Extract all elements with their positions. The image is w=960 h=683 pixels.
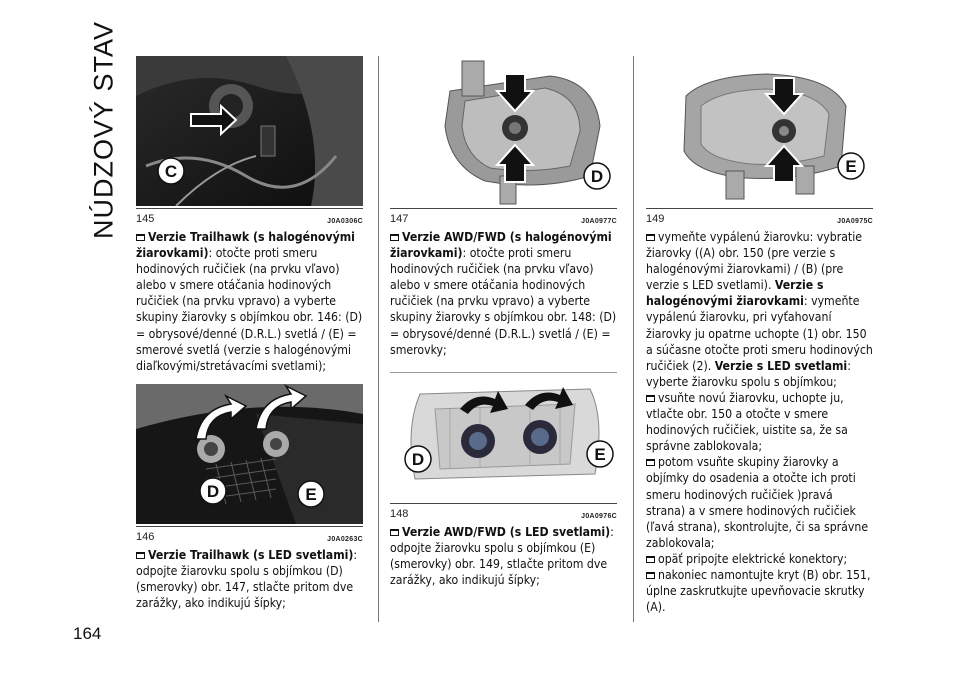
figure-code: J0A0263C bbox=[327, 535, 363, 543]
figure-number: 146 bbox=[136, 530, 155, 543]
col2-paragraph-1 bbox=[390, 229, 617, 358]
figure-146-photo bbox=[136, 384, 363, 524]
separator bbox=[390, 372, 617, 373]
bullet-icon bbox=[646, 234, 655, 241]
col2-paragraph-2 bbox=[390, 524, 617, 588]
figure-146 bbox=[136, 384, 363, 543]
figure-147 bbox=[390, 56, 617, 225]
figure-code: J0A0976C bbox=[581, 512, 617, 520]
figure-code: J0A0975C bbox=[837, 218, 873, 225]
figure-number: 147 bbox=[390, 213, 409, 225]
heading-inline: Verzie s halogénovými žiarovkami bbox=[646, 278, 824, 309]
body-text: : otočte proti smeru hodinových ručičiek (na prvku vľavo) alebo v smere otáčania hodinových ručičiek (na prvku vpravo) a vyberte skupiny žiarovky s objímkou obr. 146: (D) = obrysové/denné (D.R.L.) svetlá / (E) = smerové svetlá (verzie s halogénovými diaľkovými/stretávacími svetlami); bbox=[136, 246, 363, 373]
figure-146-caption bbox=[136, 526, 363, 543]
heading-inline: Verzie Trailhawk (s halogénovými žiarovkami) bbox=[136, 230, 355, 261]
list-item bbox=[646, 454, 873, 551]
bullet-icon bbox=[390, 234, 399, 241]
body-text: vymeňte vypálenú žiarovku: vybratie žiarovky ((A) obr. 150 (pre verzie s halogénovými žiarovkami) / (B) (pre verzie s LED svetlami). bbox=[646, 230, 863, 293]
figure-code: J0A0306C bbox=[327, 218, 363, 225]
figure-149-caption bbox=[646, 208, 873, 225]
bullet-icon bbox=[646, 395, 655, 402]
label-e: E bbox=[845, 157, 857, 176]
col3-instructions bbox=[646, 229, 873, 615]
section-title-text: NÚDZOVÝ STAV bbox=[88, 20, 119, 240]
col1-paragraph-1 bbox=[136, 229, 363, 374]
bullet-icon bbox=[136, 234, 145, 241]
heading-inline: Verzie AWD/FWD (s LED svetlami) bbox=[402, 524, 611, 539]
list-item bbox=[646, 390, 873, 454]
figure-number: 149 bbox=[646, 213, 665, 225]
figure-149-illustration bbox=[646, 56, 873, 206]
col1-paragraph-2 bbox=[136, 547, 363, 611]
heading-inline: Verzie AWD/FWD (s halogénovými žiarovkami) bbox=[390, 230, 612, 261]
figure-145-photo bbox=[136, 56, 363, 206]
page-number: 164 bbox=[73, 624, 102, 643]
label-e: E bbox=[594, 444, 606, 464]
heading-inline: Verzie Trailhawk (s LED svetlami) bbox=[148, 547, 354, 562]
body-text: opäť pripojte elektrické konektory; bbox=[658, 551, 848, 566]
section-title bbox=[80, 20, 128, 240]
label-d: D bbox=[206, 481, 220, 501]
bullet-icon bbox=[646, 459, 655, 466]
body-text: nakoniec namontujte kryt (B) obr. 151, úplne zaskrutkujte upevňovacie skrutky (A). bbox=[646, 567, 871, 615]
bullet-icon bbox=[646, 572, 655, 579]
body-text: : otočte proti smeru hodinových ručičiek (na prvku vľavo) alebo v smere otáčania hodinových ručičiek (na prvku vpravo) a vyberte skupiny žiarovky s objímkou obr. 148: (D) = obrysové/denné (D.R.L.) svetlá / (E) = smerovky; bbox=[390, 246, 617, 357]
figure-145 bbox=[136, 56, 363, 225]
column-2 bbox=[390, 56, 617, 588]
figure-148 bbox=[390, 379, 617, 520]
label-c: C bbox=[164, 162, 178, 181]
body-text: : vymeňte vypálenú žiarovku, pri vyťahovaní žiarovky ju opatrne uchopte (1) obr. 150 a súčasne otočte proti smeru hodinových ručičiek (2). bbox=[646, 294, 873, 373]
figure-149 bbox=[646, 56, 873, 225]
list-item bbox=[646, 567, 873, 615]
column-3 bbox=[646, 56, 873, 615]
column-1 bbox=[136, 56, 363, 611]
bullet-icon bbox=[646, 556, 655, 563]
figure-147-illustration bbox=[390, 56, 617, 206]
bullet-icon bbox=[390, 529, 399, 536]
body-text: vsuňte novú žiarovku, uchopte ju, vtlačte obr. 150 a otočte v smere hodinových ručičiek, uistite sa, že sa správne zablokovala; bbox=[646, 390, 848, 454]
figure-145-caption bbox=[136, 208, 363, 225]
figure-147-caption bbox=[390, 208, 617, 225]
label-d: D bbox=[411, 449, 425, 469]
figure-number: 145 bbox=[136, 213, 155, 225]
body-text: potom vsuňte skupiny žiarovky a objímky do osadenia a otočte ich proti smeru hodinových ručičiek )pravá strana) a v smere hodinových ručičiek (ľavá strana), skontrolujte, či sa správne zablokovala; bbox=[646, 455, 869, 550]
body-text: : vyberte žiarovku spolu s objímkou; bbox=[646, 358, 851, 389]
figure-number: 148 bbox=[390, 507, 409, 520]
body-text: : odpojte žiarovku spolu s objímkou (E) (smerovky) obr. 149, stlačte pritom dve zarážky, ako indikujú šípky; bbox=[390, 524, 614, 588]
heading-inline: Verzie s LED svetlami bbox=[714, 358, 848, 373]
list-item bbox=[646, 551, 873, 567]
figure-code: J0A0977C bbox=[581, 218, 617, 225]
label-e: E bbox=[305, 484, 317, 504]
body-text: : odpojte žiarovku spolu s objímkou (D) (smerovky) obr. 147, stlačte pritom dve zarážky, ako indikujú šípky; bbox=[136, 547, 358, 611]
figure-148-illustration bbox=[390, 379, 617, 501]
column-divider-1 bbox=[378, 56, 379, 622]
bullet-icon bbox=[136, 552, 145, 559]
figure-148-caption bbox=[390, 503, 617, 520]
list-item bbox=[646, 229, 873, 390]
column-divider-2 bbox=[633, 56, 634, 622]
label-d: D bbox=[590, 167, 604, 186]
